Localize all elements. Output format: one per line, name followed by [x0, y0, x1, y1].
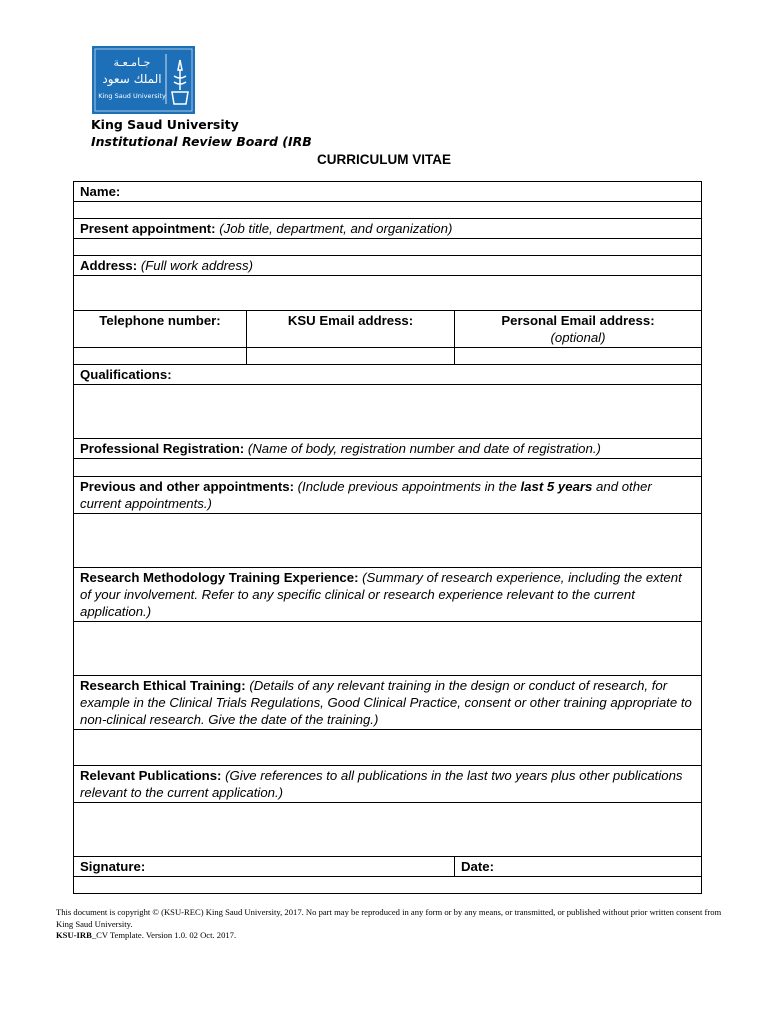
board-name: Institutional Review Board (IRB — [91, 134, 312, 149]
logo-arabic-line1: جـامـعـة — [113, 56, 151, 69]
personal-email-label: Personal Email address: — [501, 313, 655, 328]
cv-form-table — [73, 181, 702, 894]
address-field[interactable] — [74, 276, 702, 311]
registration-hint: (Name of body, registration number and date of registration.) — [247, 441, 601, 456]
previous-appointments-field[interactable] — [74, 514, 702, 568]
university-name: King Saud University — [91, 117, 239, 132]
personal-email-field[interactable] — [455, 348, 702, 365]
present-appointment-label-cell — [74, 219, 702, 239]
date-label: Date: — [461, 859, 494, 874]
present-appointment-field[interactable] — [74, 239, 702, 256]
publications-field[interactable] — [74, 803, 702, 857]
registration-label: Professional Registration: — [80, 441, 245, 456]
present-appointment-label: Present appointment: — [80, 221, 216, 236]
date-label-cell — [455, 857, 702, 877]
footer — [56, 907, 736, 942]
ethical-training-field[interactable] — [74, 730, 702, 766]
ksu-email-header-cell — [247, 311, 455, 348]
publications-label: Relevant Publications: — [80, 768, 222, 783]
methodology-field[interactable] — [74, 622, 702, 676]
logo-english-text: King Saud University — [98, 92, 166, 100]
methodology-hint: (Summary of research experience, including the extent of your involvement. Refer to any specific clinical or research experience relevant to the current application.) — [80, 570, 682, 619]
name-field[interactable] — [74, 202, 702, 219]
name-label-cell — [74, 182, 702, 202]
telephone-header-cell — [74, 311, 247, 348]
signature-date-field[interactable] — [74, 877, 702, 894]
present-appointment-hint: (Job title, department, and organization) — [219, 221, 453, 236]
registration-field[interactable] — [74, 459, 702, 477]
qualifications-label: Qualifications: — [80, 367, 172, 382]
template-id: KSU-IRB — [56, 930, 92, 940]
previous-appointments-label: Previous and other appointments: — [80, 479, 294, 494]
ethical-training-hint: (Details of any relevant training in the design or conduct of research, for example in the Clinical Trials Regulations, Good Clinical Practice, consent or other training appropriate to non-clinical research. Give the date of the training.) — [80, 678, 692, 727]
ksu-email-label: KSU Email address: — [287, 313, 414, 328]
publications-hint: (Give references to all publications in the last two years plus other publications relevant to the current application.) — [80, 768, 683, 800]
copyright-notice: This document is copyright © (KSU-REC) King Saud University, 2017. No part may be reproduced in any form or by any means, or transmitted, or published without prior written consent from King Saud University. — [56, 907, 722, 929]
methodology-label: Research Methodology Training Experience: — [80, 570, 359, 585]
methodology-label-cell — [74, 568, 702, 622]
telephone-label: Telephone number: — [99, 313, 221, 328]
personal-email-hint: (optional) — [550, 330, 606, 345]
qualifications-label-cell — [74, 365, 702, 385]
address-hint: (Full work address) — [140, 258, 253, 273]
template-version — [56, 930, 736, 942]
telephone-field[interactable] — [74, 348, 247, 365]
ethical-training-label-cell — [74, 676, 702, 730]
logo-arabic-line2: الملك سعود — [102, 72, 162, 86]
qualifications-field[interactable] — [74, 385, 702, 439]
page-title: CURRICULUM VITAE — [317, 152, 451, 167]
address-label-cell — [74, 256, 702, 276]
palm-emblem-icon — [172, 60, 188, 104]
signature-label: Signature: — [80, 859, 146, 874]
registration-label-cell — [74, 439, 702, 459]
signature-label-cell — [74, 857, 455, 877]
previous-appointments-hint-b: and other current appointments.) — [80, 479, 652, 511]
previous-appointments-hint-a: (Include previous appointments in the — [297, 479, 517, 494]
name-label: Name: — [80, 184, 121, 199]
previous-appointments-hint-bold: last 5 years — [520, 479, 593, 494]
address-label: Address: — [80, 258, 138, 273]
ksu-email-field[interactable] — [247, 348, 455, 365]
personal-email-header-cell — [455, 311, 702, 348]
previous-appointments-label-cell — [74, 477, 702, 514]
publications-label-cell — [74, 766, 702, 803]
template-version-text: _CV Template. Version 1.0. 02 Oct. 2017. — [91, 930, 237, 940]
ksu-logo — [92, 46, 195, 114]
ethical-training-label: Research Ethical Training: — [80, 678, 246, 693]
